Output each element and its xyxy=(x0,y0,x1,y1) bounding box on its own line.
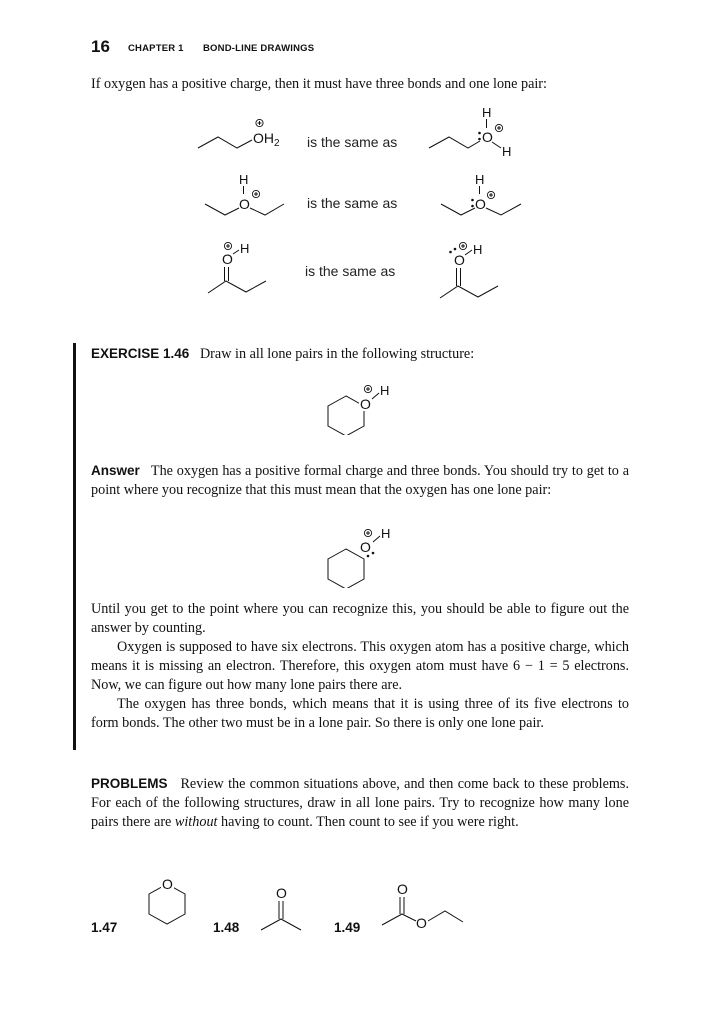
propyl-oxonium-lone-pair-structure xyxy=(425,104,525,160)
diethyl-oxonium-structure xyxy=(195,170,295,220)
oxane-structure xyxy=(138,872,198,936)
diethyl-oxonium-lone-pair-structure xyxy=(433,170,533,220)
o-label: O xyxy=(360,539,371,555)
h-label: H xyxy=(239,172,249,187)
exercise-label: EXERCISE 1.46 xyxy=(91,346,190,361)
same-as-text-2: is the same as xyxy=(307,195,398,211)
problems-text-after: having to count. Then count to see if you were right. xyxy=(221,814,519,830)
problems-paragraph xyxy=(91,774,629,832)
explanation-paragraph-1: Until you get to the point where you can recognize this, you should be able to figure out the answer by counting. xyxy=(91,601,629,636)
problems-label: PROBLEMS xyxy=(91,776,168,791)
h-label: H xyxy=(473,242,483,257)
h-label: H xyxy=(381,528,391,541)
o-label: O xyxy=(475,196,486,212)
problems-text-emphasis: without xyxy=(174,814,218,830)
explanation-paragraph-3: The oxygen has three bonds, which means that it is using three of its five electrons to form bonds. The other two must be in a lone pair. So there is only one lone pair. xyxy=(91,696,629,731)
h-label: H xyxy=(502,144,512,159)
o-label: O xyxy=(482,129,493,145)
problem-number-1-47: 1.47 xyxy=(91,920,118,935)
answer-label: Answer xyxy=(91,463,140,478)
o-label: O xyxy=(360,396,371,412)
explanation-paragraph-2: Oxygen is supposed to have six electrons. This oxygen atom has a positive charge, which means it is missing an electron. Therefore, this oxygen atom must have 6 − 1 = 5 electrons. Now, we can figure out how many lone pairs there are. xyxy=(91,639,629,693)
h-label: H xyxy=(380,383,390,398)
problems-text-before: Review the common situations above, and then come back to these problems. For each of the following structures, draw in all lone pairs. Try to recognize how many lone pairs there are xyxy=(91,776,629,830)
protonated-ketone-structure xyxy=(200,236,290,301)
exercise-sidebar-bar xyxy=(73,343,76,750)
acetone-structure xyxy=(256,884,306,934)
o-label: O xyxy=(276,885,287,901)
exercise-text: Draw in all lone pairs in the following structure: xyxy=(199,346,475,362)
ethyl-acetate-structure xyxy=(377,878,472,934)
o-label: O xyxy=(416,915,427,931)
protonated-ketone-lone-pair-structure xyxy=(432,236,522,301)
oxane-oxonium-structure xyxy=(315,375,395,435)
answer-text: The oxygen has a positive formal charge and three bonds. You should try to get to a point where you recognize that this must mean that the oxygen has one lone pair: xyxy=(91,463,629,498)
oh2-label: $OH_2$ xyxy=(253,130,280,149)
h-label: H xyxy=(240,241,250,256)
page-number: 16 xyxy=(91,37,110,56)
problem-number-1-49: 1.49 xyxy=(334,920,361,935)
chapter-label: CHAPTER 1 xyxy=(128,43,184,54)
o-label: O xyxy=(397,881,408,897)
oxane-oxonium-lone-pair-structure xyxy=(315,528,395,588)
answer-paragraph xyxy=(91,461,629,500)
o-label: O xyxy=(239,196,250,212)
propyl-oxonium-structure xyxy=(190,110,290,160)
problem-number-1-48: 1.48 xyxy=(213,920,240,935)
chapter-title: BOND-LINE DRAWINGS xyxy=(203,43,315,54)
same-as-text-3: is the same as xyxy=(305,263,396,279)
h-label: H xyxy=(475,172,485,187)
o-label: O xyxy=(162,876,173,892)
exercise-line xyxy=(91,344,474,364)
o-label: O xyxy=(222,251,233,267)
same-as-text-1: is the same as xyxy=(307,134,398,150)
o-label: O xyxy=(454,252,465,268)
intro-text: If oxygen has a positive charge, then it must have three bonds and one lone pair: xyxy=(91,76,547,92)
h-label: H xyxy=(482,105,492,120)
